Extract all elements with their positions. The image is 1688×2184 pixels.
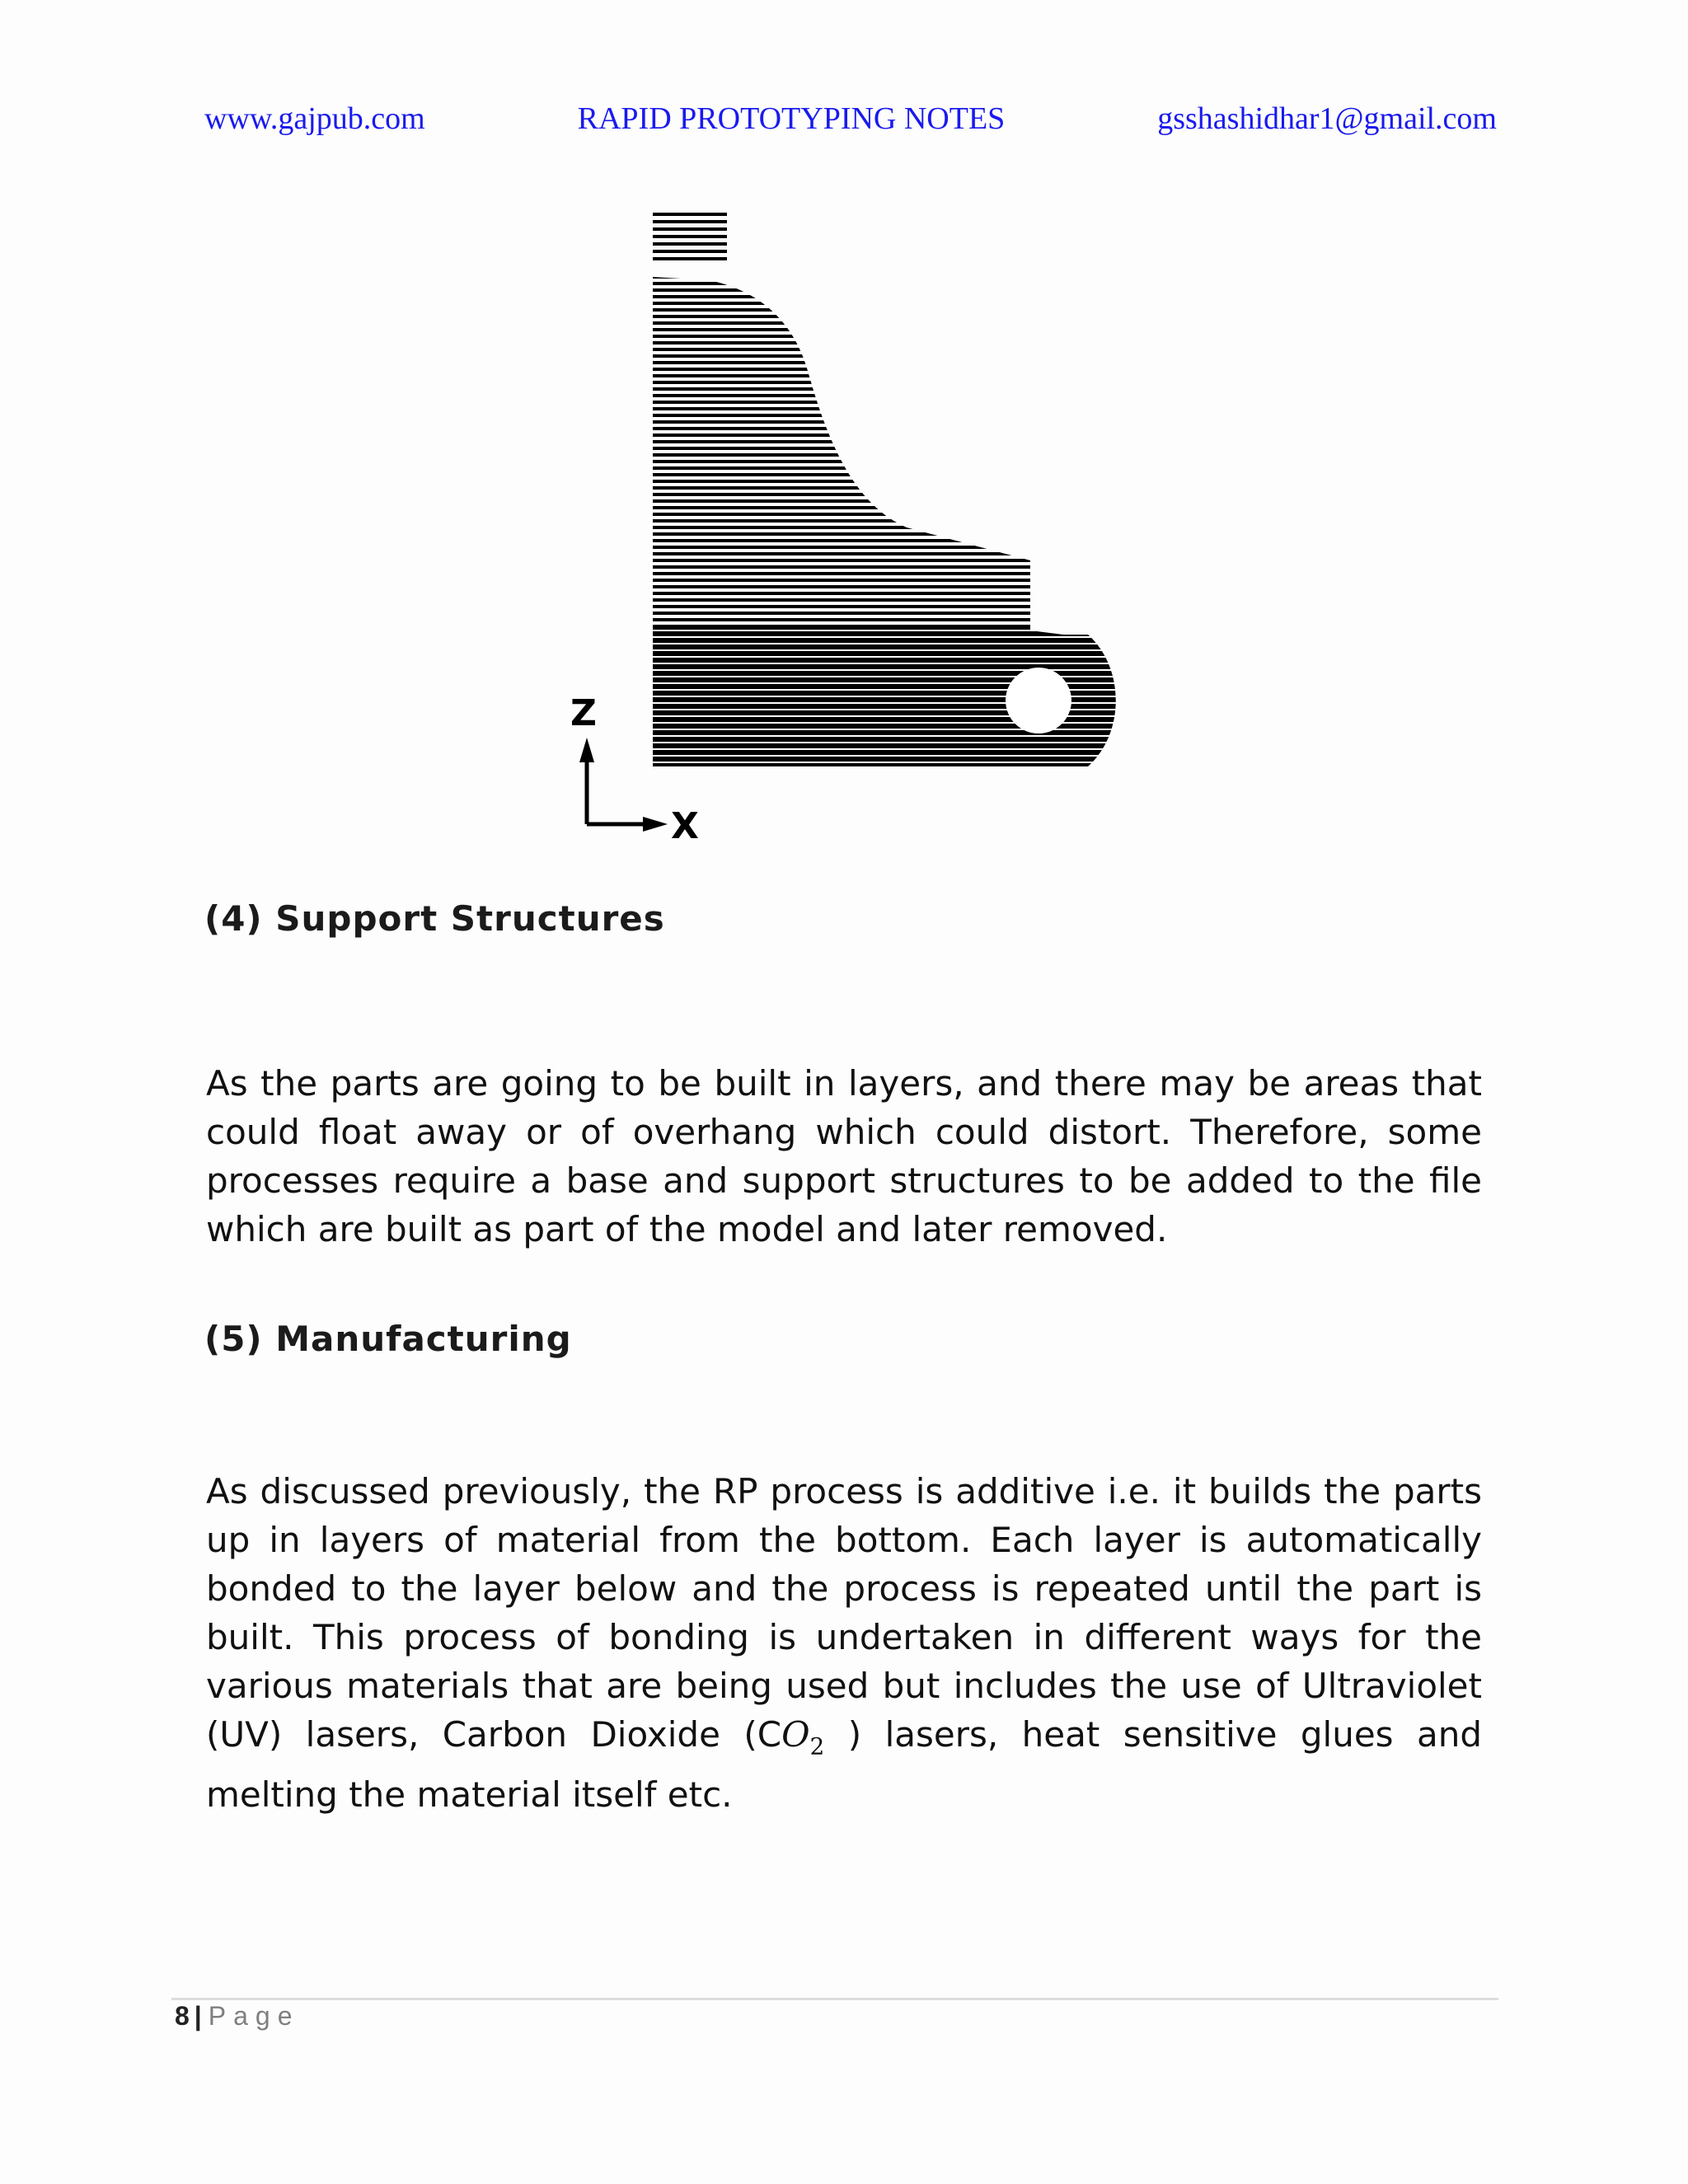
layer-stripe [643,387,1121,391]
layer-stripe [643,598,1121,602]
part-hole [1006,668,1071,733]
layer-stripe [643,473,1121,476]
layer-stripe [643,288,1121,292]
layer-stripe [643,546,1121,549]
layer-stripe [643,341,1121,344]
layer-stripe [643,361,1121,364]
layer-stripe [643,618,1121,621]
layer-stripe [643,552,1121,555]
layer-stripe [643,631,1121,636]
layer-stripe [643,532,1121,536]
layer-stripe [643,513,1121,516]
layer-stripe [643,401,1121,404]
layer-stripe [643,559,1121,562]
layer-stripe [643,328,1121,331]
manufacturing-paragraph [206,1467,1482,1819]
layer-stripe [643,592,1121,595]
layer-stripe [643,302,1121,305]
layer-stripe [643,651,1121,656]
layer-stripe [643,394,1121,397]
layer-stripe [643,374,1121,377]
page-label: Page [208,2001,300,2031]
layer-stripe [643,750,1121,755]
manufacturing-heading: (5) Manufacturing [204,1319,572,1359]
layer-stripe [643,308,1121,312]
layer-stripe [643,486,1121,490]
co2-formula [781,1714,825,1760]
page-footer [175,2001,299,2032]
layer-stripe [643,579,1121,582]
layer-stripe [643,644,1121,649]
footer-divider [171,1998,1498,2000]
header-email: gsshashidhar1@gmail.com [1157,101,1497,136]
layer-stripe [643,493,1121,496]
axis-x-label: X [671,805,699,847]
layer-stripe [643,480,1121,483]
header-website: www.gajpub.com [204,101,425,136]
layer-stripe [643,348,1121,351]
layer-stripe [643,625,1121,630]
layer-stripe [643,664,1121,669]
layer-stripe [643,295,1121,298]
layer-stripe [643,612,1121,615]
layer-stripe [643,453,1121,457]
layer-stripe [643,282,1121,285]
layer-stripe [643,335,1121,338]
layer-stripe [643,565,1121,569]
layer-stripe [643,427,1121,430]
footer-separator: | [194,2001,202,2031]
layer-stripe [643,737,1121,742]
layer-stripe [643,499,1121,503]
layer-stripe [643,658,1121,663]
support-structures-heading: (4) Support Structures [204,898,665,939]
layer-stripe [643,315,1121,318]
manufacturing-text-before: As discussed previously, the RP process is additive i.e. it builds the parts up in layers of material from the bottom. Each layer is automatically bonded to the layer below and the process is repeated until the part is built. This process of bonding is undertaken in different ways for the various materials that are being used but includes the use of Ultraviolet (UV) lasers, Carbon Dioxide (C [206,1471,1482,1755]
top-layer-stack [653,213,727,260]
layer-stripe [643,414,1121,417]
layer-stripe [643,506,1121,509]
layer-stripe [643,407,1121,410]
layer-stripe [643,269,1121,272]
layer-stripe [643,526,1121,529]
page-header [204,101,1497,137]
co2-formula-subscript: 2 [809,1732,825,1760]
layer-stripe [643,572,1121,575]
layered-part-figure [560,206,1121,849]
layer-stripe [643,585,1121,588]
layer-stripe [643,539,1121,542]
layer-stripe [643,434,1121,437]
layer-stripe [643,354,1121,358]
manufacturing-text-after: ) lasers, heat sensitive glues and melting the material itself etc. [206,1714,1482,1816]
layer-stripe [643,368,1121,371]
layer-stripe [643,447,1121,450]
layer-stripe [643,466,1121,470]
layer-stripe [643,638,1121,643]
header-title: RAPID PROTOTYPING NOTES [577,101,1006,136]
layer-stripe [643,420,1121,424]
page-number: 8 [175,2001,190,2031]
axis-z-label: Z [570,692,597,734]
layer-stripe [643,519,1121,523]
layer-stripe [643,460,1121,463]
layer-stripe [643,763,1121,768]
layer-stripe [643,743,1121,748]
co2-formula-base: O [781,1714,810,1755]
layer-stripe [643,381,1121,384]
layer-stripe [643,275,1121,279]
layer-stripe [643,605,1121,608]
support-structures-paragraph: As the parts are going to be built in layers, and there may be areas that could float away or of overhang which could distort. Therefore, some processes require a base and support structures to be added to the file which are built as part of the model and later removed. [206,1063,1482,1249]
layer-stripe [643,321,1121,325]
layered-part-diagram [560,206,1121,849]
layer-stripe [643,757,1121,762]
layer-stripe [643,440,1121,443]
